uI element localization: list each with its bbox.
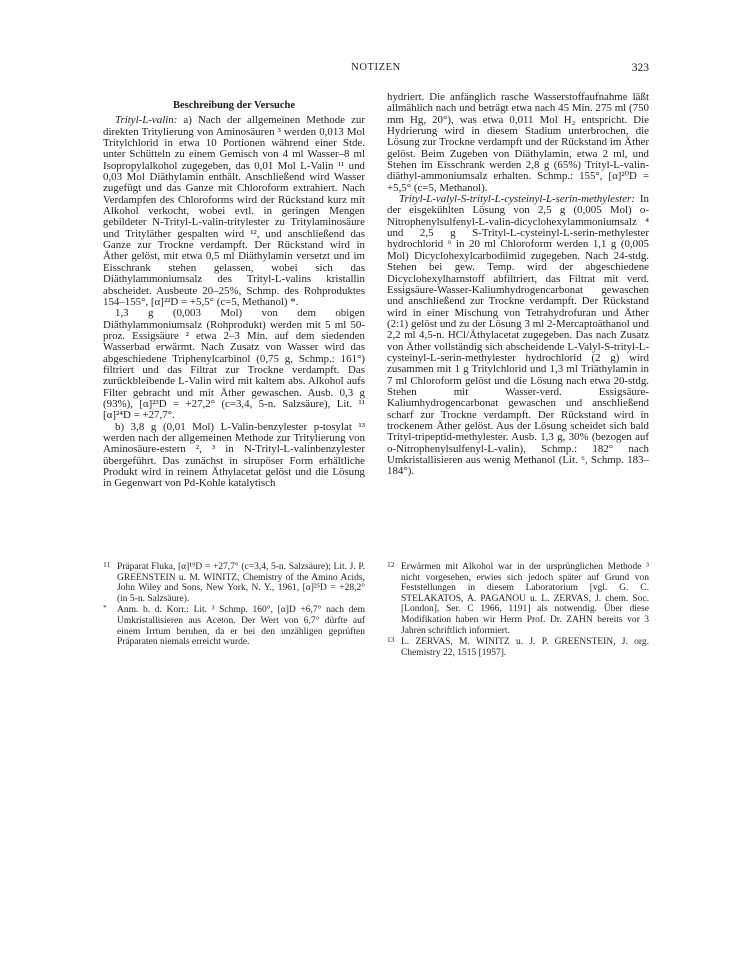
footnote bbox=[103, 605, 365, 647]
footnotes-left bbox=[103, 562, 365, 649]
section-heading: Beschreibung der Versuche bbox=[172, 100, 296, 111]
running-head: NOTIZEN bbox=[351, 62, 401, 73]
paragraph-hydrierung: hydriert. Die anfänglich rasche Wasserstoffaufnahme läßt allmählich nach und beträgt etwa nach 45 Min. 275 ml (750 mm Hg, 20°), was etwa 0,011 Mol H₂ entspricht. Die Hydrierung wird in diesem Stadium unterbrochen, die Lösung zur Trockne verdampft und der Rückstand im Äther gelöst. Beim Zugeben von Diäthylamin, etwa 2 ml, und Stehen im Eisschrank werden 2,8 g (65%) Trityl-L-valin-diäthyl-ammoniumsalz erhalten. Schmp.: 155°, [α]²⁰D = +5,5° (c=5, Methanol). bbox=[387, 91, 649, 194]
paragraph-valin-release: 1,3 g (0,003 Mol) von dem obigen Diäthylammoniumsalz (Rohprodukt) werden mit 5 ml 50-proz. Essigsäure ² etwa 2–3 Min. auf dem siedenden Wasserbad erwärmt. Nach Zusatz von Wasser wird das abgeschiedene Triphenylcarbinol (0,75 g, Schmp.: 161°) filtriert und das Filtrat zur Trockne verdampft. Das zurückbleibende L-Valin wird mit kaltem abs. Alkohol aufs Filter gebracht und mit Äther gewaschen. Ausb. 0,3 g (93%), [α]²³D = +27,2° (c=3,4, 5-n. Salzsäure), Lit. ¹¹ [α]²⁴D = +27,7°. bbox=[103, 307, 365, 422]
paragraph-trityl-valin bbox=[103, 115, 365, 308]
footnote-text: L. ZERVAS, M. WINITZ u. J. P. GREENSTEIN, J. org. Chemistry 22, 1515 [1957]. bbox=[401, 637, 649, 658]
paragraph-method-b: b) 3,8 g (0,01 Mol) L-Valin-benzylester p-tosylat ¹³ werden nach der allgemeinen Methode zur Tritylierung von Aminosäure-estern ², ³ in N-Trityl-L-valinbenzylester übergeführt. Das zunächst in sirupöser Form erhältliche Produkt wird in reinem Äthylacetat gelöst und die Lösung in Gegenwart von Pd-Kohle katalytisch bbox=[103, 420, 365, 490]
footnote bbox=[387, 637, 649, 658]
right-column bbox=[387, 92, 649, 478]
footnote-text: Anm. b. d. Korr.: Lit. ³ Schmp. 160°, [α]D +6,7° nach dem Umkristallisieren aus Aceton. Der Wert von 6,7° dürfte auf einem Irrtum beruhen, da er bei den unzähligen geprüften Präparaten niemals erreicht wurde. bbox=[117, 605, 365, 648]
running-header bbox=[103, 62, 649, 78]
left-column bbox=[103, 92, 365, 490]
paragraph-text: a) Nach der allgemeinen Methode zur direkten Tritylierung von Aminosäuren ³ werden 0,013 Mol Tritylchlorid in etwa 10 Portionen während einer Stde. unter Schütteln zu einem Gemisch von 4 ml Wasser–8 ml Isopropylalkohol zugegeben, das 0,01 Mol L-Valin ¹¹ und 0,03 Mol Diäthylamin enthält. Anschließend wird Wasser zugefügt und das Ganze mit Chloroform extrahiert. Nach Verdampfen des Chloroforms wird der Rückstand kurz mit Alkohol verkocht, wobei evtl. in geringen Mengen gebildeter N-Trityl-L-valin-tritylester zu Tritylaminosäure und Trityläther gespalten wird ¹², und anschließend das Ganze zur Trockne verdampft. Der Rückstand wird in Äther gelöst, mit etwa 0,5 ml Diäthylamin versetzt und im Eisschrank stehen gelassen, wobei sich das Diäthylammoniumsalz des Trityl-L-valins kristallin abscheidet. Ausbeute 20–25%, Schmp. des Rohproduktes 154–155°, [α]²²D = +5,5° (c=5, Methanol) *. bbox=[103, 114, 365, 308]
paragraph-tripeptid bbox=[387, 194, 649, 478]
paragraph-text: In der eisgekühlten Lösung von 2,5 g (0,005 Mol) o-Nitrophenylsulfenyl-L-valin-dicyclohexylammoniumsalz ⁴ und 2,5 g S-Trityl-L-cysteinyl-L-serin-methylester hydrochlorid ⁶ in 20 ml Chloroform werden 1,1 g (0,005 Mol) Dicyclohexylcarbodiimid zugegeben. Nach 24-stdg. Stehen bei gew. Temp. wird der abgeschiedene Dicyclohexylharnstoff abfiltriert, das Filtrat mit verd. Essigsäure-Wasser-Kaliumhydrogencarbonat gewaschen und anschließend zur Trockne verdampft. Der Rückstand wird in einer Mischung von Tetrahydrofuran und Äther (2:1) gelöst und zu der Lösung 3 ml 2-Mercaptoäthanol und 2,2 ml 4,5-n. HCl/Äthylacetat zugegeben. Das nach Zusatz von Äther vollständig sich abscheidende L-Valyl-S-trityl-L-cysteinyl-L-serin-methylester hydrochlorid (2 g) wird zusammen mit 1 g Tritylchlorid und 1,3 ml Triäthylamin in 7 ml Chloroform gelöst und die Lösung nach etwa 20-stdg. Stehen mit Wasser-verd. Essigsäure-Kaliumhydrogencarbonat gewaschen und anschließend scharf zur Trockne verdampft. Der Rückstand wird in trockenem Äther gelöst. Aus der Lösung scheidet sich bald Trityl-tripeptid-methylester. Ausb. 1,3 g, 30% (bezogen auf o-Nitrophenylsulfenyl-L-valin), Schmp.: 182° nach Umkristallisieren aus wenig Methanol (Lit. ⁶, Schmp. 183–184°). bbox=[387, 193, 649, 478]
footnote-mark: 12 bbox=[387, 560, 395, 569]
footnote-text: Präparat Fluka, [α]¹⁹D = +27,7° (c=3,4, 5-n. Salzsäure); Lit. J. P. GREENSTEIN u. M. WINITZ, Chemistry of the Amino Acids, John Wiley and Sons, New York, N. Y., 1961, [α]²⁵D = +28,2° (in 5-n. Salzsäure). bbox=[117, 562, 365, 604]
footnote bbox=[103, 562, 365, 604]
compound-title: Trityl-L-valin: bbox=[115, 114, 178, 127]
footnote-mark: * bbox=[103, 603, 107, 613]
footnote bbox=[387, 562, 649, 636]
page-number: 323 bbox=[631, 62, 649, 74]
footnote-mark: 13 bbox=[387, 635, 395, 645]
footnote-mark: 11 bbox=[103, 560, 111, 569]
footnotes-right bbox=[387, 562, 649, 659]
compound-title: Trityl-L-valyl-S-trityl-L-cysteinyl-L-serin-methylester: bbox=[399, 193, 635, 206]
footnote-text: Erwärmen mit Alkohol war in der ursprünglichen Methode ³ nicht vorgesehen, erwies sich jedoch später auf Grund von Feststellungen in diesem Laboratorium [vgl. G. C. STELAKATOS, A. PAGANOU u. L. ZERVAS, J. chem. Soc. [London], Ser. C 1966, 1191] als notwendig. Über diese Modifikation haben wir Herrn Prof. Dr. ZAHN bereits vor 3 Jahren schriftlich informiert. bbox=[401, 562, 649, 636]
